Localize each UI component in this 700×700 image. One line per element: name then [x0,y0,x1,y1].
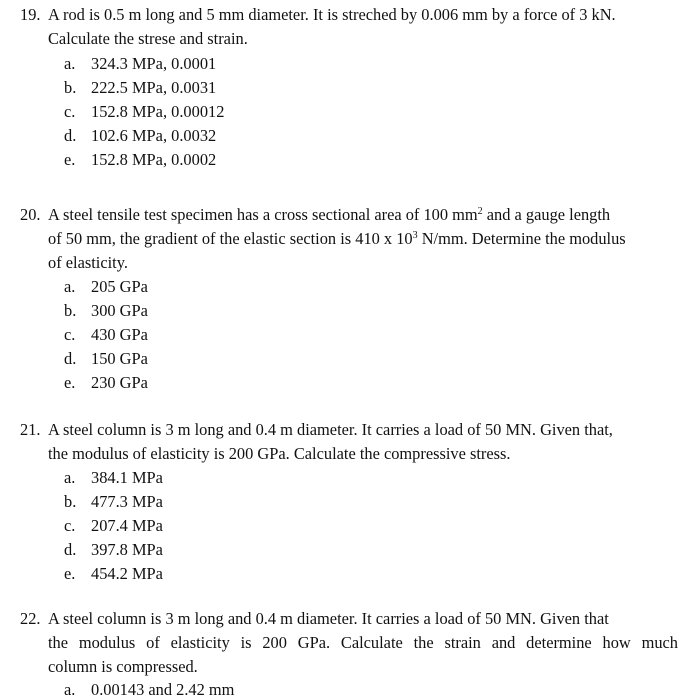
option-a: a. 324.3 MPa, 0.0001 [64,54,217,73]
question-text-line: the modulus of elasticity is 200 GPa. Calculate the compressive stress. [48,444,511,463]
option-a: a. 384.1 MPa [64,468,163,487]
question-number: 21. [20,420,41,439]
option-c: c. 430 GPa [64,325,148,344]
question-number: 20. [20,205,41,224]
option-d: d. 150 GPa [64,349,148,368]
question-text-line: 22. A steel column is 3 m long and 0.4 m diameter. It carries a load of 50 MN. Given that [20,609,609,628]
question-text-line: 20. A steel tensile test specimen has a cross sectional area of 100 $mm^2$ and a gauge length [20,205,611,224]
question-text-line: 19. A rod is 0.5 m long and 5 mm diameter. It is streched by 0.006 mm by a force of 3 kN. [20,5,616,24]
option-c: c. 207.4 MPa [64,516,163,535]
option-e: e. 230 GPa [64,373,148,392]
option-b: b. 222.5 MPa, 0.0031 [64,78,217,97]
option-e: e. 152.8 MPa, 0.0002 [64,150,217,169]
option-a: a. 205 GPa [64,277,148,296]
question-number: 22. [20,609,41,628]
question-text-line: of 50 mm, the gradient of the elastic section is 410 x $10^3$ N/mm. Determine the modulus [48,229,626,248]
question-text-line: column is compressed. [48,657,198,676]
option-b: b. 477.3 MPa [64,492,163,511]
question-text-line: Calculate the strese and strain. [48,29,248,48]
option-c: c. 152.8 MPa, 0.00012 [64,102,225,121]
question-number: 19. [20,5,41,24]
option-b: b. 300 GPa [64,301,148,320]
option-e: e. 454.2 MPa [64,564,163,583]
question-text-line: the modulus of elasticity is 200 GPa. Calculate the strain and determine how much [48,633,678,652]
option-d: d. 397.8 MPa [64,540,163,559]
option-a: a. 0.00143 and 2.42 mm [64,680,235,699]
question-text-line: of elasticity. [48,253,128,272]
option-d: d. 102.6 MPa, 0.0032 [64,126,217,145]
question-text-line: 21. A steel column is 3 m long and 0.4 m diameter. It carries a load of 50 MN. Given that, [20,420,613,439]
